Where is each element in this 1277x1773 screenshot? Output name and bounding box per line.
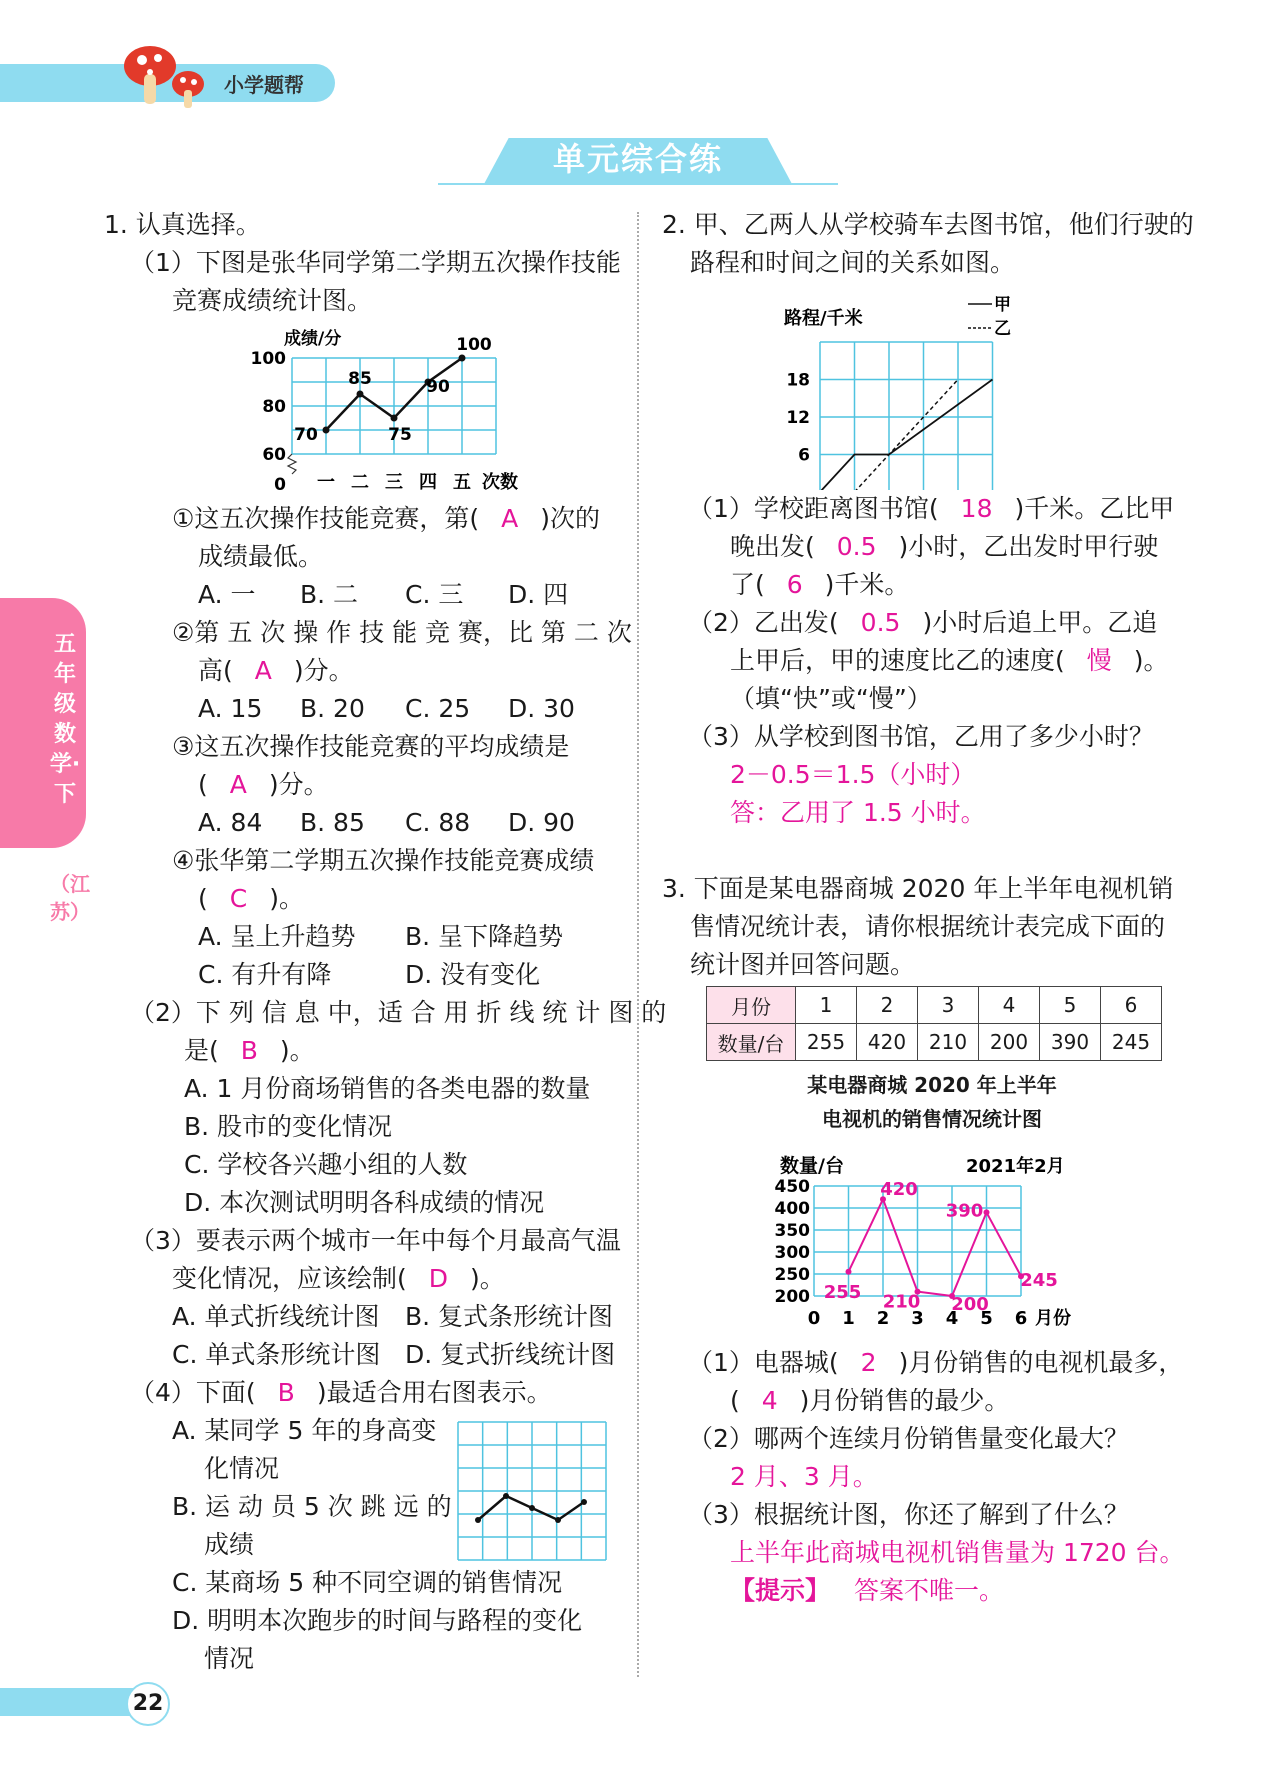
chart3-ytick: 450 (774, 1177, 810, 1197)
chart1-data-label: 85 (348, 369, 372, 389)
sales-table (706, 986, 1162, 1061)
q1-s3-answer: A (229, 770, 247, 799)
chart3-point (984, 1209, 990, 1215)
table-cell: 255 (796, 1024, 857, 1061)
hint-label: 【提示】 (730, 1576, 831, 1605)
table-cell: 210 (918, 1024, 979, 1061)
q1-p3-option-d: D. 复式折线统计图 (405, 1340, 616, 1369)
q2-p2-line1: （2）乙出发( 0.5 )小时后追上甲。乙追 (688, 608, 1158, 637)
q2-p2-line2: 上甲后，甲的速度比乙的速度( 慢 )。 (730, 646, 1169, 675)
chart1-xtick: 三 (385, 472, 403, 493)
q3-p1-answer1: 2 (860, 1348, 877, 1377)
q3-p2-answer: 2 月、3 月。 (730, 1462, 878, 1491)
table-cell: 200 (979, 1024, 1040, 1061)
chart3-title-line2: 电视机的销售情况统计图 (822, 1107, 1042, 1131)
chart3-data-label: 420 (880, 1179, 918, 1201)
q1-p4-option-a-line1: A. 某同学 5 年的身高变 (172, 1416, 437, 1445)
q3-p3-question: （3）根据统计图，你还了解到了什么？ (688, 1500, 1129, 1529)
q1-s1-answer: A (501, 504, 519, 533)
q1-p3-line1: （3）要表示两个城市一年中每个月最高气温 (130, 1226, 621, 1255)
q1-p3-option-a: A. 单式折线统计图 (172, 1302, 380, 1331)
table-cell: 3 (918, 987, 979, 1024)
chart1-ytick: 100 (250, 349, 286, 369)
q1-s2-option-c: C. 25 (405, 694, 471, 723)
chart2-ytick: 18 (786, 370, 810, 391)
small-point (529, 1505, 535, 1511)
chart3-xtick: 6 (1014, 1308, 1028, 1329)
page-bar (0, 1688, 140, 1716)
q1-s1-option-a: A. 一 (198, 580, 256, 609)
q3-line3: 统计图并回答问题。 (690, 950, 916, 979)
chart1-xtick: 一 (317, 472, 335, 493)
q1-p3-option-b: B. 复式条形统计图 (405, 1302, 614, 1331)
small-point (503, 1493, 509, 1499)
q1-s2-option-b: B. 20 (300, 694, 365, 723)
q2-line2: 路程和时间之间的关系如图。 (690, 248, 1016, 277)
mushroom-logo-icon (120, 36, 215, 116)
distance-time-chart (768, 286, 1068, 490)
q3-p1-line2: ( 4 )月份销售的最少。 (730, 1386, 1010, 1415)
q1-s2-option-d: D. 30 (508, 694, 575, 723)
chart1-ytick: 0 (274, 475, 286, 495)
title-underline (438, 183, 838, 185)
side-region: （江苏） (50, 872, 90, 924)
q1-s4-line1: ④张华第二学期五次操作技能竞赛成绩 (172, 846, 595, 875)
q1-s2-line1: ②第 五 次 操 作 技 能 竞 赛，比 第 二 次 (172, 618, 632, 647)
q1-p3-option-c: C. 单式条形统计图 (172, 1340, 381, 1369)
table-row (707, 987, 1162, 1024)
chart3-data-label: 210 (882, 1291, 921, 1313)
q1-s3-option-d: D. 90 (508, 808, 575, 837)
q1-p4-option-b-line1: B. 运 动 员 5 次 跳 远 的 (172, 1492, 452, 1521)
q1-s1-option-b: B. 二 (300, 580, 359, 609)
table-cell: 5 (1040, 987, 1101, 1024)
q1-s3-option-c: C. 88 (405, 808, 471, 837)
tv-sales-line-chart (766, 1138, 1096, 1338)
q1-s4-option-d: D. 没有变化 (405, 960, 541, 989)
chart3-ytick: 400 (774, 1199, 810, 1219)
table-head-count: 数量/台 (707, 1024, 796, 1061)
chart3-xlabel: 月份 (1035, 1308, 1071, 1329)
legend-label-jia: 甲 (994, 295, 1011, 315)
chart3-origin: 0 (807, 1308, 821, 1329)
chart2-series-yi (855, 380, 959, 491)
q1-s2-line2: 高( A )分。 (198, 656, 354, 685)
chart1-ytick: 80 (262, 397, 286, 417)
q1-s2-option-a: A. 15 (198, 694, 263, 723)
score-line-chart (250, 322, 530, 497)
q1-p2-option-c: C. 学校各兴趣小组的人数 (184, 1150, 468, 1179)
q1-p4-answer: B (277, 1378, 295, 1407)
q2-p2-answer1: 0.5 (860, 608, 901, 637)
chart3-data-label: 200 (951, 1294, 989, 1315)
table-cell: 420 (857, 1024, 918, 1061)
chart3-data-label: 245 (1020, 1270, 1058, 1292)
q1-p4-option-b-line2: 成绩 (204, 1530, 255, 1559)
q3-hint (730, 1572, 1004, 1610)
chart1-data-label: 75 (388, 425, 412, 445)
q3-p1-answer2: 4 (761, 1386, 778, 1415)
q1-p2-line1: （2）下 列 信 息 中，适 合 用 折 线 统 计 图 的 (130, 998, 667, 1027)
q1-s1-line2: 成绩最低。 (198, 542, 324, 571)
q1-s1-option-c: C. 三 (405, 580, 464, 609)
chart3-xtick: 4 (945, 1308, 959, 1329)
q1-p4-option-d-line2: 情况 (204, 1644, 255, 1673)
chart2-ytick: 6 (798, 445, 810, 466)
chart3-point (846, 1269, 852, 1275)
q1-p4-line1: （4）下面( B )最适合用右图表示。 (130, 1378, 552, 1407)
hint-text: 答案不唯一。 (854, 1576, 1005, 1605)
q2-p1-line1: （1）学校距离图书馆( 18 )千米。乙比甲 (688, 494, 1175, 523)
q1-p3-answer: D (428, 1264, 449, 1293)
q1-p1-line1: （1）下图是张华同学第二学期五次操作技能 (130, 248, 621, 277)
chart3-ytick: 300 (774, 1243, 810, 1263)
column-divider (637, 212, 639, 1677)
chart1-data-label: 70 (294, 425, 318, 445)
q1-s1-option-d: D. 四 (508, 580, 569, 609)
side-grade: 五年级数学·下 (49, 632, 81, 807)
q1-p4-option-c: C. 某商场 5 种不同空调的销售情况 (172, 1568, 563, 1597)
q2-line1: 2. 甲、乙两人从学校骑车去图书馆，他们行驶的 (662, 210, 1194, 239)
q1-s3-line1: ③这五次操作技能竞赛的平均成绩是 (172, 732, 570, 761)
chart2-ylabel: 路程/千米 (784, 308, 863, 329)
table-row (707, 1024, 1162, 1061)
q1-s3-option-a: A. 84 (198, 808, 263, 837)
chart3-data-label: 255 (823, 1281, 862, 1303)
chart1-ytick: 60 (262, 445, 286, 465)
page-title: 单元综合练 (552, 140, 723, 178)
chart3-date-label: 2021年2月 (966, 1156, 1065, 1177)
q1-p3-line2: 变化情况，应该绘制( D )。 (172, 1264, 505, 1293)
chart1-point (357, 391, 364, 398)
q2-p1-line2: 晚出发( 0.5 )小时，乙出发时甲行驶 (730, 532, 1159, 561)
small-grid-line-chart (456, 1420, 608, 1562)
chart1-xtick: 二 (351, 472, 369, 493)
small-point (555, 1517, 561, 1523)
q3-line2: 售情况统计表，请你根据统计表完成下面的 (690, 912, 1166, 941)
page-number: 22 (126, 1682, 170, 1726)
chart1-ylabel: 成绩/分 (284, 329, 342, 349)
chart1-point (459, 355, 466, 362)
chart3-ytick: 200 (774, 1287, 810, 1307)
small-point (581, 1499, 587, 1505)
q2-p3-answer2: 答：乙用了 1.5 小时。 (730, 798, 986, 827)
chart1-data-label: 90 (426, 377, 450, 397)
chart3-xtick: 5 (980, 1308, 993, 1329)
chart3-xtick: 2 (876, 1308, 890, 1329)
q2-p1-answer3: 6 (786, 570, 803, 599)
q1-p4-option-d-line1: D. 明明本次跑步的时间与路程的变化 (172, 1606, 583, 1635)
q2-p2-answer2: 慢 (1086, 646, 1112, 675)
q1-p2-line2: 是( B )。 (184, 1036, 315, 1065)
legend-label-yi: 乙 (994, 319, 1011, 339)
chart1-point (323, 427, 330, 434)
q1-s4-line2: ( C )。 (198, 884, 304, 913)
q1-s3-option-b: B. 85 (300, 808, 365, 837)
table-cell: 2 (857, 987, 918, 1024)
chart3-title-line1: 某电器商城 2020 年上半年 (807, 1073, 1057, 1097)
chart1-xtick: 五 (453, 472, 471, 493)
table-cell: 245 (1101, 1024, 1162, 1061)
q2-p2-line3: （填“快”或“慢”） (730, 684, 932, 713)
brand-name: 小学题帮 (224, 73, 304, 97)
q1-p2-option-b: B. 股市的变化情况 (184, 1112, 393, 1141)
q1-p1-line2: 竞赛成绩统计图。 (172, 286, 373, 315)
q2-p1-answer1: 18 (960, 494, 993, 523)
chart3-xtick: 1 (842, 1308, 855, 1329)
q3-p1-line1: （1）电器城( 2 )月份销售的电视机最多， (688, 1348, 1184, 1377)
q2-p1-line3: 了( 6 )千米。 (730, 570, 910, 599)
chart1-xlabel: 次数 (482, 472, 518, 493)
axis-break-icon (288, 454, 296, 474)
q1-s4-option-b: B. 呈下降趋势 (405, 922, 564, 951)
chart3-xtick: 3 (911, 1308, 924, 1329)
chart2-ytick: 12 (786, 408, 810, 428)
q1-s2-answer: A (254, 656, 272, 685)
table-cell: 1 (796, 987, 857, 1024)
q1-p4-option-a-line2: 化情况 (204, 1454, 280, 1483)
q2-p1-answer2: 0.5 (836, 532, 877, 561)
chart1-point (391, 415, 398, 422)
q1-p2-option-d: D. 本次测试明明各科成绩的情况 (184, 1188, 545, 1217)
chart3-ytick: 250 (774, 1265, 810, 1285)
q3-p2-question: （2）哪两个连续月份销售量变化最大？ (688, 1424, 1129, 1453)
q1-title: 1. 认真选择。 (104, 210, 261, 239)
q2-p3-question: （3）从学校到图书馆，乙用了多少小时？ (688, 722, 1154, 751)
table-cell: 6 (1101, 987, 1162, 1024)
q1-p2-option-a: A. 1 月份商场销售的各类电器的数量 (184, 1074, 591, 1103)
q1-s3-line2: ( A )分。 (198, 770, 329, 799)
chart3-ytick: 350 (774, 1221, 810, 1241)
chart3-ylabel: 数量/台 (780, 1155, 844, 1177)
table-head-month: 月份 (707, 987, 796, 1024)
q3-line1: 3. 下面是某电器商城 2020 年上半年电视机销 (662, 874, 1174, 903)
chart1-data-label: 100 (456, 335, 492, 355)
q2-p3-answer1: 2－0.5＝1.5（小时） (730, 760, 976, 789)
q1-s4-option-c: C. 有升有降 (198, 960, 332, 989)
chart3-data-label: 390 (945, 1200, 984, 1222)
small-point (475, 1517, 481, 1523)
table-cell: 390 (1040, 1024, 1101, 1061)
q1-p2-answer: B (240, 1036, 258, 1065)
q1-s4-answer: C (229, 884, 248, 913)
chart1-xtick: 四 (419, 472, 437, 493)
q3-p3-answer: 上半年此商城电视机销售量为 1720 台。 (730, 1538, 1185, 1567)
q1-s1-line1: ①这五次操作技能竞赛，第( A )次的 (172, 504, 601, 533)
q1-s4-option-a: A. 呈上升趋势 (198, 922, 356, 951)
table-cell: 4 (979, 987, 1040, 1024)
chart3-series-line (849, 1199, 1022, 1296)
